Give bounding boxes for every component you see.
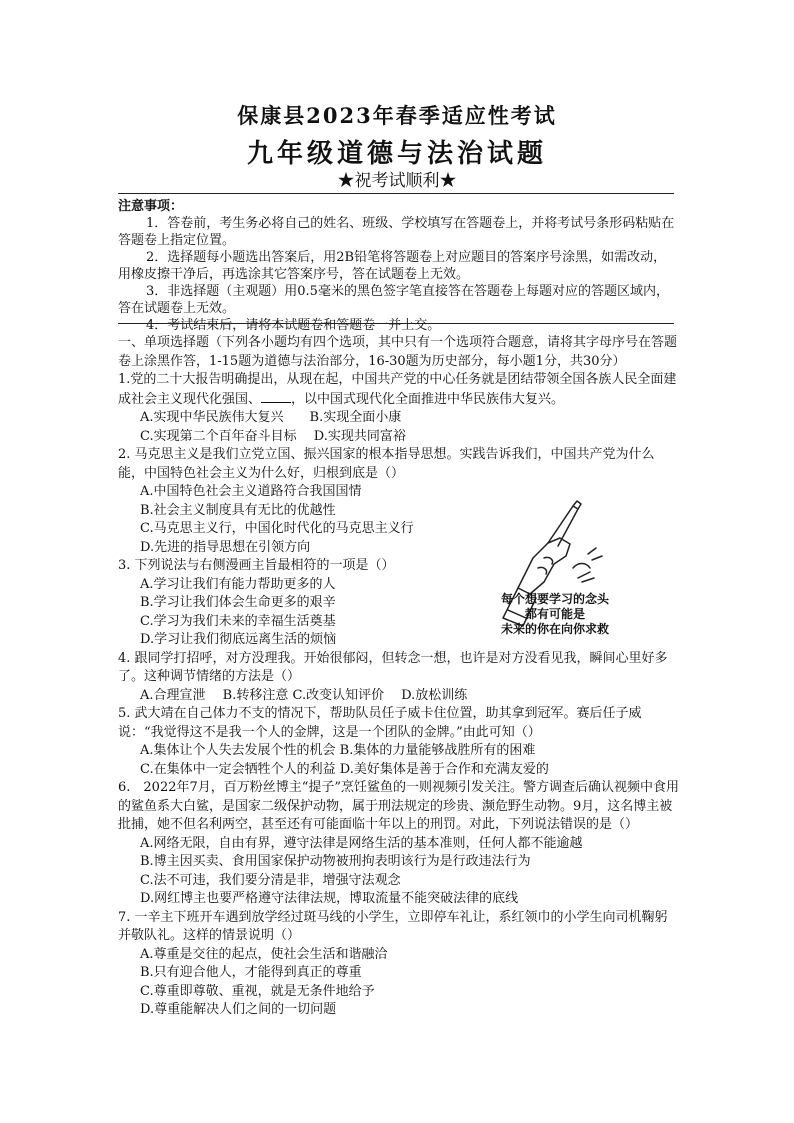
caption-line: 都有可能是	[524, 607, 585, 621]
caption-line: 未来的你在向你求救	[500, 622, 609, 636]
notice-item: 2．选择题每小题选出答案后，用2B铅笔将答题卷上对应题目的答案序号涂黑，如需改动，用橡皮擦干净后，再选涂其它答案序号，答在试题卷上无效。	[118, 250, 667, 282]
question-4: 4. 跟同学打招呼，对方没理我。开始很郁闷，但转念一想，也许是对方没看见我，瞬间心里好多了。这种调节情绪的方法是（）	[118, 650, 668, 684]
option-line: B.学习让我们体会生命更多的艰辛	[140, 595, 336, 610]
question-3: 3. 下列说法与右侧漫画主旨最相符的一项是（）	[118, 558, 395, 573]
option-line: D.网红博主也要严格遵守法律法规，博取流量不能突破法律的底线	[140, 891, 519, 906]
top-divider	[118, 193, 674, 194]
questions-block	[118, 334, 680, 1020]
notice-item: 3．非选择题（主观题）用0.5毫米的黑色签字笔直接答在答题卷上每题对应的答题区域内，答在试题卷上无效。	[118, 284, 669, 316]
option-line: D.学习让我们彻底远离生活的烦恼	[140, 632, 337, 647]
question-5: 5. 武大靖在自己体力不支的情况下，帮助队员任子威卡住位置，助其拿到冠军。赛后任子威说：“我觉得这不是我一个人的金牌，这是一个团队的金牌。”由此可知（）	[118, 706, 642, 740]
option-line: A.中国特色社会主义道路符合我国国情	[140, 484, 362, 499]
option-line: B.只有迎合他人，才能得到真正的尊重	[140, 965, 362, 980]
option-line: C.马克思主义行，中国化时代化的马克思主义行	[140, 521, 414, 536]
option-line: D.先进的指导思想在引领方向	[140, 539, 311, 555]
option-line: C.法不可违，我们要分清是非，增强守法观念	[140, 872, 401, 888]
option-line: C.尊重即尊敬、重视，就是无条件地给予	[140, 983, 375, 999]
question-stem: 1.党的二十大报告明确提出，从现在起，中国共产党的中心任务就是团结带领全国各族人民全面建成社会主义现代化强国、	[118, 372, 677, 407]
good-luck-line: ★祝考试顺利★	[337, 171, 457, 191]
option-line: A.合理宣泄 B.转移注意 C.改变认知评价 D.放松训练	[140, 687, 468, 703]
option-line: B.博主因买卖、食用国家保护动物被刑拘表明该行为是行政违法行为	[140, 854, 531, 869]
cartoon-caption	[470, 592, 640, 637]
question-2: 2. 马克思主义是我们立党立国、振兴国家的根本指导思想。实践告诉我们，中国共产党为什么能，中国特色社会主义为什么好，归根到底是（）	[118, 447, 655, 481]
caption-line: 每个想要学习的念头	[500, 592, 609, 606]
answer-blank	[261, 390, 291, 403]
notice-block	[118, 198, 678, 334]
notice-item: 4．考试结束后，请将本试题卷和答题卷一并上交。	[146, 318, 441, 333]
option-line: B.社会主义制度具有无比的优越性	[140, 502, 336, 518]
option-line: D.尊重能解决人们之间的一切问题	[140, 1002, 337, 1017]
option-line: C.实现第二个百年奋斗目标 D.实现共同富裕	[140, 428, 406, 444]
option-line: C.学习为我们未来的幸福生活奠基	[140, 613, 336, 629]
question-7: 7. 一辛主下班开车遇到放学经过斑马线的小学生，立即停车礼让，系红领巾的小学生向司机鞠躬并敬队礼。这样的情景说明（）	[118, 909, 668, 943]
option-line: A.实现中华民族伟大复兴 B.实现全面小康	[140, 410, 402, 425]
option-line: A.集体让个人失去发展个性的机会 B.集体的力量能够战胜所有的困难	[140, 743, 536, 758]
exam-title: 保康县2023年春季适应性考试	[237, 103, 557, 128]
option-line: A.尊重是交往的起点，使社会生活和谐融洽	[140, 946, 388, 962]
notice-heading: 注意事项：	[118, 199, 184, 214]
question-stem-end: ，以中国式现代化全面推进中华民族伟大复兴。	[291, 391, 565, 407]
notice-item: 1．答卷前，考生务必将自己的姓名、班级、学校填写在答题卷上，并将考试号条形码粘贴在答题卷上指定位置。	[118, 216, 675, 248]
exam-subject-title: 九年级道德与法治试题	[246, 139, 547, 169]
question-1	[118, 371, 680, 409]
middle-divider	[118, 323, 674, 324]
option-line: A.网络无限，自由有界，遵守法律是网络生活的基本准则，任何人都不能逾越	[140, 835, 583, 851]
option-line: A.学习让我们有能力帮助更多的人	[140, 576, 336, 592]
question-6: 6. 2022年7月，百万粉丝博主“提子”烹饪鲨鱼的一则视频引发关注。警方调查后确认视频中食用的鲨鱼系大白鲨，是国家二级保护动物，属于刑法规定的珍贵、濒危野生动物。9月，这名博主被批捕，她不但名利两空，甚至还有可能面临十年以上的刑罚。对此，下列说法错误的是（）	[118, 780, 680, 832]
section-heading: 一、单项选择题（下列各小题均有四个选项，其中只有一个选项符合题意，请将其字母序号在答题卷上涂黑作答，1-15题为道德与法治部分，16-30题为历史部分，每小题1分，共30分）	[118, 335, 678, 369]
option-line: C.在集体中一定会牺牲个人的利益 D.美好集体是善于合作和充满友爱的	[140, 761, 549, 777]
